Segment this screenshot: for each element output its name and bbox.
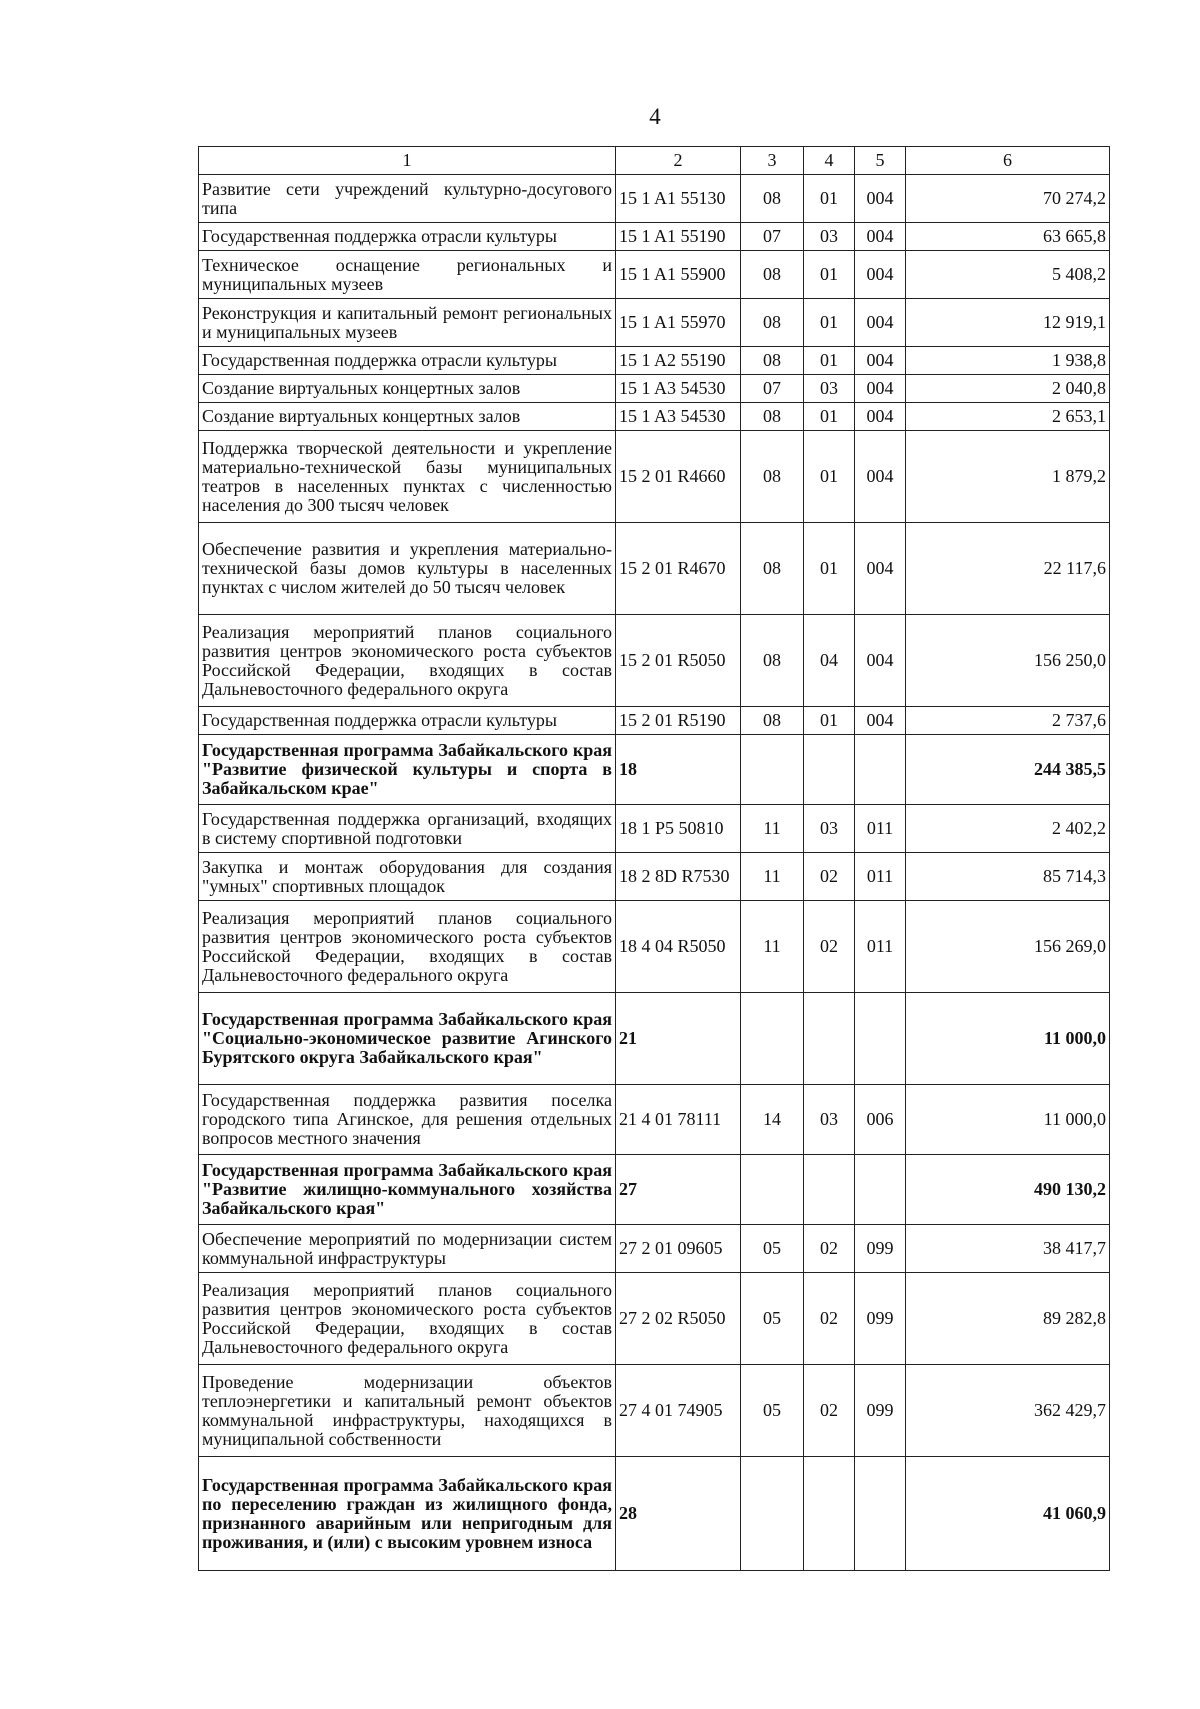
row-col-5 [855, 1155, 906, 1225]
row-amount: 70 274,2 [906, 175, 1110, 223]
program-row [199, 993, 1110, 1085]
row-col-3: 11 [741, 805, 804, 853]
row-amount: 244 385,5 [906, 735, 1110, 805]
row-name: Государственная поддержка развития поселка городского типа Агинское, для решения отдельных вопросов местного значения [199, 1085, 616, 1155]
table-row [199, 431, 1110, 523]
row-col-5: 011 [855, 853, 906, 901]
row-code: 15 1 A3 54530 [616, 403, 741, 431]
row-col-5: 004 [855, 347, 906, 375]
row-name: Реконструкция и капитальный ремонт региональных и муниципальных музеев [199, 299, 616, 347]
row-col-5: 004 [855, 375, 906, 403]
row-col-5: 004 [855, 523, 906, 615]
row-code: 18 2 8D R7530 [616, 853, 741, 901]
row-col-5: 004 [855, 431, 906, 523]
row-code: 27 2 02 R5050 [616, 1273, 741, 1365]
row-col-4: 01 [804, 347, 855, 375]
row-amount: 2 402,2 [906, 805, 1110, 853]
row-col-5: 004 [855, 403, 906, 431]
row-col-3 [741, 735, 804, 805]
row-col-5: 004 [855, 251, 906, 299]
header-row [199, 147, 1110, 175]
row-code: 15 2 01 R5190 [616, 707, 741, 735]
row-col-3: 11 [741, 853, 804, 901]
row-col-4: 03 [804, 1085, 855, 1155]
row-amount: 12 919,1 [906, 299, 1110, 347]
row-amount: 11 000,0 [906, 993, 1110, 1085]
row-amount: 1 879,2 [906, 431, 1110, 523]
row-code: 28 [616, 1457, 741, 1571]
row-col-4: 02 [804, 1365, 855, 1457]
row-name: Государственная поддержка отрасли культуры [199, 223, 616, 251]
row-name: Создание виртуальных концертных залов [199, 403, 616, 431]
row-code: 18 4 04 R5050 [616, 901, 741, 993]
row-col-5 [855, 993, 906, 1085]
row-amount: 2 040,8 [906, 375, 1110, 403]
row-col-5 [855, 735, 906, 805]
row-code: 15 1 A1 55970 [616, 299, 741, 347]
row-code: 15 2 01 R4660 [616, 431, 741, 523]
column-header-5: 5 [855, 147, 906, 175]
column-header-6: 6 [906, 147, 1110, 175]
row-name: Обеспечение развития и укрепления материально-технической базы домов культуры в населенных пунктах с числом жителей до 50 тысяч человек [199, 523, 616, 615]
program-row [199, 735, 1110, 805]
row-amount: 2 653,1 [906, 403, 1110, 431]
row-name: Закупка и монтаж оборудования для создания "умных" спортивных площадок [199, 853, 616, 901]
row-col-3: 08 [741, 523, 804, 615]
table-header [199, 147, 1110, 175]
table-row [199, 1273, 1110, 1365]
row-col-4 [804, 735, 855, 805]
column-header-2: 2 [616, 147, 741, 175]
table-row [199, 375, 1110, 403]
table-row [199, 707, 1110, 735]
row-col-4: 02 [804, 1225, 855, 1273]
table-row [199, 251, 1110, 299]
row-col-4: 03 [804, 375, 855, 403]
row-code: 21 [616, 993, 741, 1085]
row-col-4: 01 [804, 523, 855, 615]
row-name: Государственная программа Забайкальского края "Развитие жилищно-коммунального хозяйства Забайкальского края" [199, 1155, 616, 1225]
row-col-5: 004 [855, 175, 906, 223]
row-code: 15 1 A1 55900 [616, 251, 741, 299]
table-row [199, 299, 1110, 347]
column-header-1: 1 [199, 147, 616, 175]
row-col-5: 004 [855, 615, 906, 707]
table-row [199, 523, 1110, 615]
row-col-3: 08 [741, 615, 804, 707]
row-name: Поддержка творческой деятельности и укрепление материально-технической базы муниципальных театров в населенных пунктах с численностью населения до 300 тысяч человек [199, 431, 616, 523]
column-header-3: 3 [741, 147, 804, 175]
row-col-3: 05 [741, 1273, 804, 1365]
row-amount: 22 117,6 [906, 523, 1110, 615]
table-row [199, 1225, 1110, 1273]
table-row [199, 853, 1110, 901]
row-col-5: 011 [855, 805, 906, 853]
row-col-5: 099 [855, 1365, 906, 1457]
row-name: Обеспечение мероприятий по модернизации систем коммунальной инфраструктуры [199, 1225, 616, 1273]
row-name: Государственная поддержка отрасли культуры [199, 347, 616, 375]
row-name: Техническое оснащение региональных и муниципальных музеев [199, 251, 616, 299]
row-col-4: 04 [804, 615, 855, 707]
row-amount: 490 130,2 [906, 1155, 1110, 1225]
row-col-4: 03 [804, 805, 855, 853]
row-col-3 [741, 993, 804, 1085]
row-col-4: 01 [804, 403, 855, 431]
row-amount: 156 269,0 [906, 901, 1110, 993]
row-name: Реализация мероприятий планов социального развития центров экономического роста субъектов Российской Федерации, входящих в состав Дальневосточного федерального округа [199, 901, 616, 993]
row-col-4: 01 [804, 251, 855, 299]
row-name: Развитие сети учреждений культурно-досугового типа [199, 175, 616, 223]
row-code: 15 1 A2 55190 [616, 347, 741, 375]
row-amount: 41 060,9 [906, 1457, 1110, 1571]
row-code: 27 [616, 1155, 741, 1225]
table-row [199, 615, 1110, 707]
row-amount: 2 737,6 [906, 707, 1110, 735]
row-code: 27 4 01 74905 [616, 1365, 741, 1457]
row-col-5: 011 [855, 901, 906, 993]
row-col-5: 004 [855, 707, 906, 735]
row-col-5: 004 [855, 299, 906, 347]
page-number: 4 [649, 104, 661, 129]
row-amount: 362 429,7 [906, 1365, 1110, 1457]
row-name: Реализация мероприятий планов социального развития центров экономического роста субъектов Российской Федерации, входящих в состав Дальневосточного федерального округа [199, 615, 616, 707]
row-amount: 38 417,7 [906, 1225, 1110, 1273]
row-col-3: 08 [741, 707, 804, 735]
row-col-4: 01 [804, 707, 855, 735]
row-col-3: 11 [741, 901, 804, 993]
program-row [199, 1155, 1110, 1225]
row-col-3 [741, 1155, 804, 1225]
row-name: Государственная программа Забайкальского края "Социально-экономическое развитие Агинского Бурятского округа Забайкальского края" [199, 993, 616, 1085]
row-code: 18 [616, 735, 741, 805]
row-col-3 [741, 1457, 804, 1571]
row-col-3: 08 [741, 299, 804, 347]
row-amount: 11 000,0 [906, 1085, 1110, 1155]
row-col-3: 05 [741, 1225, 804, 1273]
table-row [199, 1085, 1110, 1155]
row-col-5 [855, 1457, 906, 1571]
table-row [199, 403, 1110, 431]
row-code: 15 1 A1 55190 [616, 223, 741, 251]
program-row [199, 1457, 1110, 1571]
row-code: 15 2 01 R4670 [616, 523, 741, 615]
row-name: Государственная программа Забайкальского края "Развитие физической культуры и спорта в Забайкальском крае" [199, 735, 616, 805]
row-col-5: 099 [855, 1273, 906, 1365]
row-col-4: 02 [804, 853, 855, 901]
row-col-4: 03 [804, 223, 855, 251]
row-col-5: 004 [855, 223, 906, 251]
table-row [199, 175, 1110, 223]
row-code: 15 2 01 R5050 [616, 615, 741, 707]
row-col-3: 14 [741, 1085, 804, 1155]
table-row [199, 1365, 1110, 1457]
row-amount: 156 250,0 [906, 615, 1110, 707]
row-col-5: 099 [855, 1225, 906, 1273]
row-col-4: 01 [804, 175, 855, 223]
row-col-4 [804, 1155, 855, 1225]
row-col-3: 08 [741, 347, 804, 375]
row-amount: 1 938,8 [906, 347, 1110, 375]
table-row [199, 805, 1110, 853]
row-amount: 85 714,3 [906, 853, 1110, 901]
row-col-4: 02 [804, 1273, 855, 1365]
table-row [199, 347, 1110, 375]
row-col-4: 01 [804, 299, 855, 347]
row-col-4: 01 [804, 431, 855, 523]
table-body [199, 175, 1110, 1571]
budget-table [198, 146, 1110, 1571]
column-header-4: 4 [804, 147, 855, 175]
row-name: Проведение модернизации объектов теплоэнергетики и капитальный ремонт объектов коммунальной инфраструктуры, находящихся в муниципальной собственности [199, 1365, 616, 1457]
table-row [199, 223, 1110, 251]
row-col-3: 08 [741, 431, 804, 523]
row-col-3: 07 [741, 223, 804, 251]
row-col-3: 08 [741, 251, 804, 299]
row-amount: 89 282,8 [906, 1273, 1110, 1365]
row-code: 27 2 01 09605 [616, 1225, 741, 1273]
row-name: Создание виртуальных концертных залов [199, 375, 616, 403]
row-code: 15 1 A1 55130 [616, 175, 741, 223]
row-col-3: 05 [741, 1365, 804, 1457]
row-name: Государственная поддержка отрасли культуры [199, 707, 616, 735]
row-col-3: 08 [741, 403, 804, 431]
row-name: Реализация мероприятий планов социального развития центров экономического роста субъектов Российской Федерации, входящих в состав Дальневосточного федерального округа [199, 1273, 616, 1365]
table-row [199, 901, 1110, 993]
row-col-4: 02 [804, 901, 855, 993]
row-col-4 [804, 1457, 855, 1571]
row-code: 15 1 A3 54530 [616, 375, 741, 403]
row-col-3: 08 [741, 175, 804, 223]
row-name: Государственная программа Забайкальского края по переселению граждан из жилищного фонда, признанного аварийным или непригодным для проживания, и (или) с высоким уровнем износа [199, 1457, 616, 1571]
row-col-4 [804, 993, 855, 1085]
row-name: Государственная поддержка организаций, входящих в систему спортивной подготовки [199, 805, 616, 853]
row-col-5: 006 [855, 1085, 906, 1155]
row-code: 18 1 P5 50810 [616, 805, 741, 853]
row-col-3: 07 [741, 375, 804, 403]
row-amount: 63 665,8 [906, 223, 1110, 251]
row-code: 21 4 01 78111 [616, 1085, 741, 1155]
row-amount: 5 408,2 [906, 251, 1110, 299]
